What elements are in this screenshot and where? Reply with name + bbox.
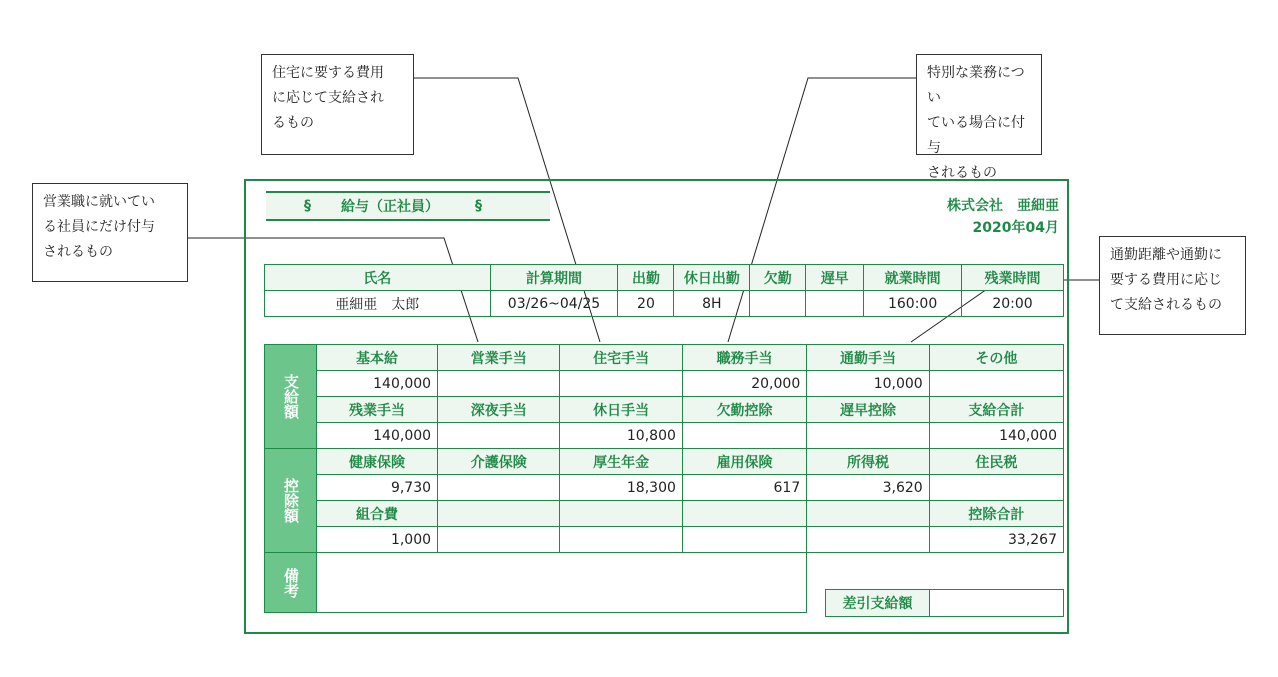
employee-name: 亜細亜 太郎 [265,291,491,317]
net-pay-value [930,589,1064,617]
info-header: 残業時間 [962,265,1064,291]
employee-info-table [264,264,1064,317]
payment-header-row [265,397,1064,423]
item-value [929,475,1063,501]
item-value [807,423,929,449]
item-value [560,371,682,397]
info-header: 就業時間 [864,265,962,291]
deduction-header-row [265,449,1064,475]
item-header: 住民税 [929,449,1063,475]
info-value-row [265,291,1064,317]
deduction-header-row [265,501,1064,527]
item-header [560,501,682,527]
item-value: 617 [682,475,806,501]
callout-special-duty-allowance: 特別な業務につい ている場合に付与 されるもの [916,54,1042,155]
net-pay-box [825,589,1064,617]
item-header: 遅早控除 [807,397,929,423]
item-value [438,475,560,501]
item-header: 支給合計 [929,397,1063,423]
info-header: 出勤 [618,265,674,291]
payslip-title: 給与（正社員） [341,199,439,215]
calc-period: 03/26~04/25 [490,291,618,317]
item-value: 140,000 [929,423,1063,449]
item-value: 10,000 [807,371,929,397]
item-value: 20,000 [682,371,806,397]
item-header: 休日手当 [560,397,682,423]
item-header [438,501,560,527]
item-value: 33,267 [929,527,1063,553]
info-header: 計算期間 [490,265,618,291]
absence [750,291,806,317]
item-value [929,371,1063,397]
item-header: 住宅手当 [560,345,682,371]
company-name: 株式会社 亜細亜 [947,198,1059,214]
attendance-days: 20 [618,291,674,317]
item-header [807,501,929,527]
payment-value-row [265,371,1064,397]
late-early [806,291,864,317]
item-header: その他 [929,345,1063,371]
item-header: 介護保険 [438,449,560,475]
item-value: 140,000 [317,423,438,449]
item-value [438,423,560,449]
item-value [807,527,929,553]
side-label-payment: 支給額 [265,345,317,449]
info-header: 休日出勤 [674,265,750,291]
callout-housing-allowance: 住宅に要する費用 に応じて支給され るもの [261,54,414,155]
item-value [438,527,560,553]
item-header: 職務手当 [682,345,806,371]
callout-commute-allowance: 通勤距離や通勤に 要する費用に応じ て支給されるもの [1099,236,1246,335]
payment-value-row [265,423,1064,449]
item-header: 控除合計 [929,501,1063,527]
info-header-row [265,265,1064,291]
payslip [244,179,1069,634]
payslip-title-bar [266,191,550,221]
item-header: 組合費 [317,501,438,527]
item-header: 通勤手当 [807,345,929,371]
item-value: 1,000 [317,527,438,553]
item-header: 欠勤控除 [682,397,806,423]
item-header: 営業手当 [438,345,560,371]
side-label-deduction: 控除額 [265,449,317,553]
item-value: 18,300 [560,475,682,501]
section-mark-left: § [304,198,311,214]
info-header: 氏名 [265,265,491,291]
item-value [438,371,560,397]
payment-header-row [265,345,1064,371]
item-value: 9,730 [317,475,438,501]
item-header: 厚生年金 [560,449,682,475]
callout-sales-allowance: 営業職に就いてい る社員にだけ付与 されるもの [32,183,188,282]
item-header: 残業手当 [317,397,438,423]
side-label-notes: 備考 [265,553,317,613]
holiday-work: 8H [674,291,750,317]
deduction-value-row [265,527,1064,553]
overtime-hours: 20:00 [962,291,1064,317]
item-header: 雇用保険 [682,449,806,475]
company-block [947,195,1059,239]
notes-area [317,553,807,613]
pay-month: 2020年04月 [972,220,1059,236]
item-value [560,527,682,553]
item-value: 10,800 [560,423,682,449]
working-hours: 160:00 [864,291,962,317]
deduction-value-row [265,475,1064,501]
item-value: 3,620 [807,475,929,501]
item-header: 基本給 [317,345,438,371]
item-header: 健康保険 [317,449,438,475]
payment-deduction-table [264,344,1064,613]
item-header [682,501,806,527]
item-header: 所得税 [807,449,929,475]
item-header: 深夜手当 [438,397,560,423]
info-header: 欠勤 [750,265,806,291]
item-value [682,527,806,553]
section-mark-right: § [475,198,482,214]
item-value: 140,000 [317,371,438,397]
item-value [682,423,806,449]
info-header: 遅早 [806,265,864,291]
net-pay-label: 差引支給額 [825,589,930,617]
